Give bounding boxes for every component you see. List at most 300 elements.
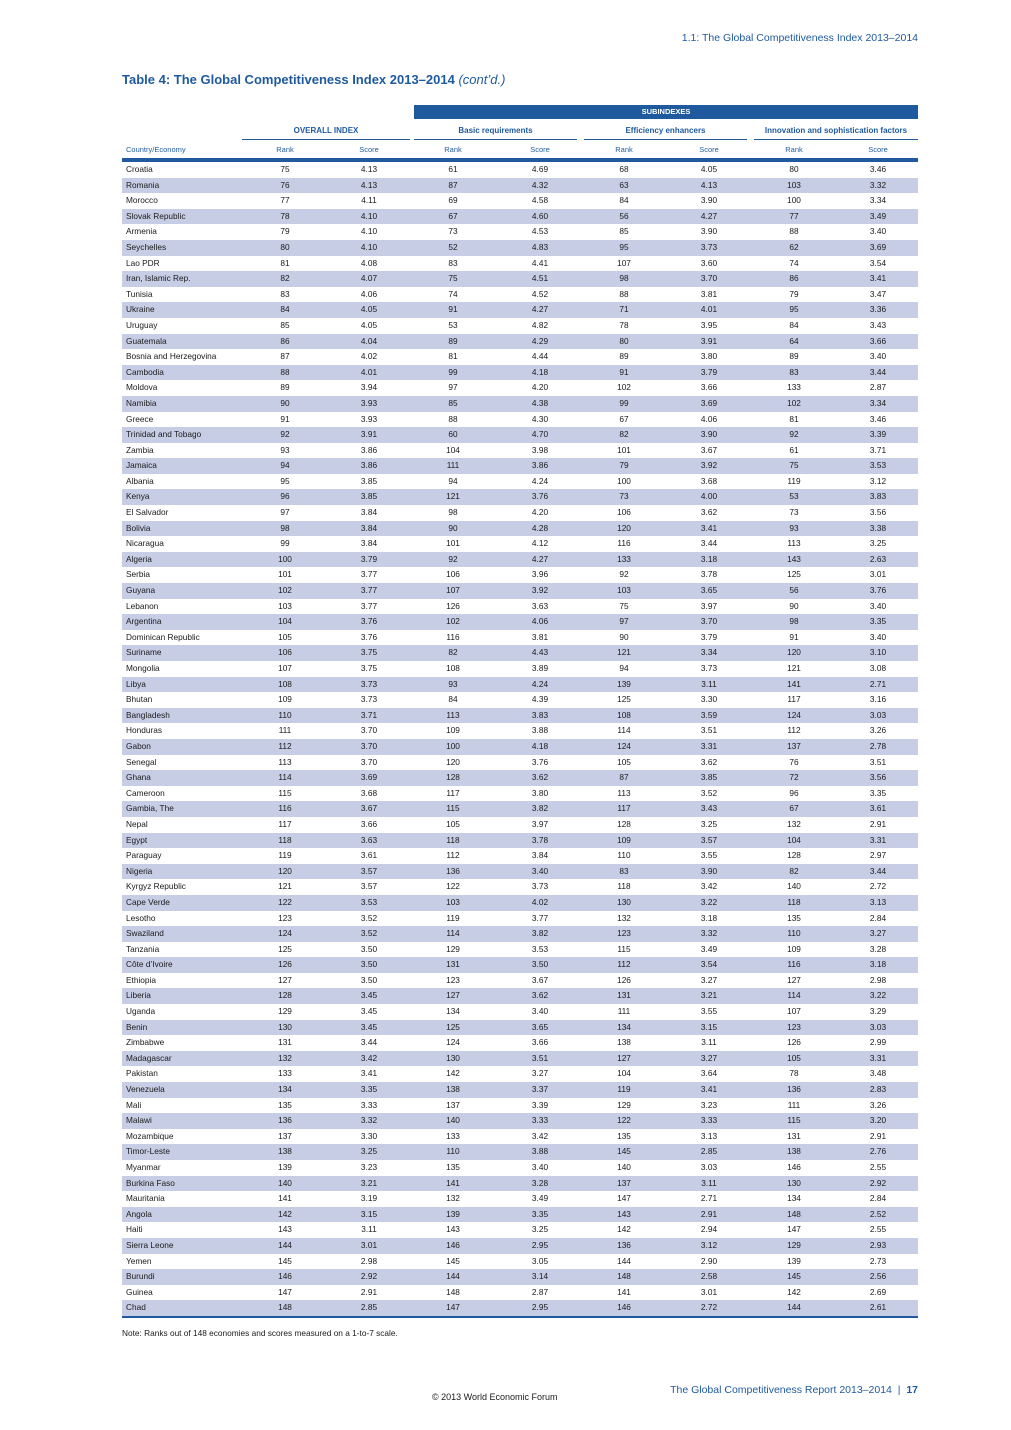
value-cell: 3.23 — [700, 1099, 718, 1110]
value-cell: 3.33 — [360, 1099, 378, 1110]
value-cell: 61 — [789, 444, 799, 455]
value-cell: 3.90 — [700, 226, 718, 237]
table-row — [122, 427, 918, 443]
value-cell: 100 — [617, 475, 631, 486]
value-cell: 88 — [280, 366, 290, 377]
value-cell: 84 — [448, 694, 458, 705]
value-cell: 107 — [617, 257, 631, 268]
country-cell: Bolivia — [126, 522, 151, 533]
value-cell: 131 — [278, 1037, 292, 1048]
country-cell: Greece — [126, 413, 154, 424]
value-cell: 83 — [789, 366, 799, 377]
value-cell: 3.67 — [531, 974, 549, 985]
value-cell: 74 — [789, 257, 799, 268]
value-cell: 3.76 — [531, 491, 549, 502]
value-cell: 134 — [446, 1006, 460, 1017]
value-cell: 3.16 — [869, 694, 887, 705]
value-cell: 125 — [446, 1021, 460, 1032]
value-cell: 147 — [617, 1193, 631, 1204]
value-cell: 3.01 — [360, 1239, 378, 1250]
value-cell: 98 — [448, 507, 458, 518]
value-cell: 2.52 — [869, 1208, 887, 1219]
value-cell: 103 — [617, 585, 631, 596]
copyright: © 2013 World Economic Forum — [432, 1392, 558, 1402]
value-cell: 105 — [787, 1052, 801, 1063]
table-row — [122, 1300, 918, 1316]
value-cell: 3.11 — [701, 1037, 717, 1048]
value-cell: 145 — [278, 1255, 292, 1266]
value-cell: 3.80 — [700, 351, 718, 362]
table-row — [122, 271, 918, 287]
value-cell: 104 — [617, 1068, 631, 1079]
value-cell: 136 — [446, 865, 460, 876]
value-cell: 2.61 — [869, 1302, 887, 1313]
value-cell: 3.13 — [869, 896, 887, 907]
value-cell: 4.12 — [531, 538, 549, 549]
value-cell: 102 — [278, 585, 292, 596]
value-cell: 88 — [789, 226, 799, 237]
value-cell: 4.58 — [531, 195, 549, 206]
value-cell: 3.35 — [869, 616, 887, 627]
value-cell: 3.60 — [700, 257, 718, 268]
country-cell: Lebanon — [126, 600, 159, 611]
value-cell: 3.76 — [360, 631, 378, 642]
value-cell: 113 — [787, 538, 801, 549]
value-cell: 3.42 — [360, 1052, 378, 1063]
value-cell: 2.87 — [531, 1286, 549, 1297]
value-cell: 3.78 — [531, 834, 549, 845]
country-cell: Côte d’Ivoire — [126, 959, 173, 970]
value-cell: 90 — [789, 600, 799, 611]
table-row — [122, 1098, 918, 1114]
col-header-innovation-score: Score — [868, 145, 888, 154]
table-row — [122, 1269, 918, 1285]
value-cell: 3.51 — [869, 756, 887, 767]
table-note: Note: Ranks out of 148 economies and scores measured on a 1-to-7 scale. — [122, 1328, 398, 1338]
value-cell: 3.92 — [531, 585, 549, 596]
country-cell: Nigeria — [126, 865, 153, 876]
value-cell: 128 — [617, 818, 631, 829]
value-cell: 141 — [617, 1286, 631, 1297]
value-cell: 3.19 — [360, 1193, 378, 1204]
value-cell: 78 — [619, 319, 629, 330]
value-cell: 84 — [280, 304, 290, 315]
table-row — [122, 380, 918, 396]
value-cell: 3.63 — [531, 600, 549, 611]
value-cell: 2.76 — [869, 1146, 887, 1157]
country-cell: Slovak Republic — [126, 210, 186, 221]
value-cell: 3.27 — [869, 928, 887, 939]
value-cell: 121 — [617, 647, 631, 658]
value-cell: 4.82 — [531, 319, 549, 330]
value-cell: 3.71 — [869, 444, 887, 455]
value-cell: 120 — [787, 647, 801, 658]
value-cell: 3.59 — [700, 709, 718, 720]
value-cell: 105 — [446, 818, 460, 829]
value-cell: 3.34 — [869, 397, 887, 408]
value-cell: 120 — [446, 756, 460, 767]
value-cell: 130 — [787, 1177, 801, 1188]
table-row — [122, 1129, 918, 1145]
value-cell: 3.56 — [869, 772, 887, 783]
value-cell: 137 — [787, 740, 801, 751]
value-cell: 3.76 — [360, 616, 378, 627]
value-cell: 138 — [787, 1146, 801, 1157]
table-row — [122, 412, 918, 428]
value-cell: 3.86 — [360, 460, 378, 471]
value-cell: 125 — [278, 943, 292, 954]
value-cell: 3.18 — [700, 553, 718, 564]
value-cell: 112 — [617, 959, 631, 970]
value-cell: 3.52 — [700, 787, 718, 798]
value-cell: 3.35 — [360, 1084, 378, 1095]
value-cell: 112 — [278, 740, 292, 751]
value-cell: 147 — [787, 1224, 801, 1235]
value-cell: 4.02 — [531, 896, 549, 907]
value-cell: 115 — [278, 787, 292, 798]
country-cell: Burkina Faso — [126, 1177, 175, 1188]
value-cell: 137 — [446, 1099, 460, 1110]
country-cell: Guyana — [126, 585, 156, 596]
table-row — [122, 599, 918, 615]
value-cell: 3.70 — [360, 740, 378, 751]
country-cell: Suriname — [126, 647, 162, 658]
value-cell: 85 — [619, 226, 629, 237]
table-row — [122, 1144, 918, 1160]
value-cell: 3.33 — [531, 1115, 549, 1126]
value-cell: 97 — [619, 616, 629, 627]
country-cell: Myanmar — [126, 1162, 161, 1172]
value-cell: 52 — [448, 241, 458, 252]
value-cell: 3.77 — [360, 600, 378, 611]
value-cell: 141 — [446, 1177, 460, 1188]
country-cell: Jamaica — [126, 460, 157, 471]
value-cell: 3.61 — [869, 803, 887, 814]
value-cell: 3.78 — [700, 569, 718, 580]
country-cell: Madagascar — [126, 1052, 172, 1063]
table-row — [122, 1191, 918, 1207]
value-cell: 2.73 — [869, 1255, 887, 1266]
value-cell: 132 — [787, 818, 801, 829]
value-cell: 3.39 — [531, 1099, 549, 1110]
value-cell: 144 — [787, 1302, 801, 1313]
country-cell: El Salvador — [126, 507, 169, 518]
table-row — [122, 583, 918, 599]
value-cell: 93 — [448, 678, 458, 689]
value-cell: 3.34 — [869, 195, 887, 206]
country-cell: Gabon — [126, 740, 151, 751]
table-row — [122, 1222, 918, 1238]
value-cell: 3.31 — [869, 834, 887, 845]
value-cell: 87 — [619, 772, 629, 783]
value-cell: 99 — [619, 397, 629, 408]
country-cell: Kenya — [126, 491, 150, 502]
value-cell: 84 — [789, 319, 799, 330]
value-cell: 3.30 — [700, 694, 718, 705]
value-cell: 3.66 — [700, 382, 718, 393]
value-cell: 4.38 — [531, 397, 549, 408]
value-cell: 143 — [278, 1224, 292, 1235]
value-cell: 2.55 — [869, 1224, 887, 1235]
value-cell: 3.76 — [531, 756, 549, 767]
value-cell: 116 — [446, 631, 460, 642]
value-cell: 3.26 — [869, 725, 887, 736]
value-cell: 144 — [446, 1271, 460, 1282]
country-cell: Gambia, The — [126, 803, 174, 814]
value-cell: 111 — [787, 1099, 801, 1110]
table-row — [122, 770, 918, 786]
country-cell: Bangladesh — [126, 709, 170, 720]
value-cell: 3.31 — [869, 1052, 887, 1063]
value-cell: 3.40 — [869, 226, 887, 237]
value-cell: 4.27 — [700, 210, 718, 221]
value-cell: 3.89 — [531, 663, 549, 673]
value-cell: 98 — [789, 616, 799, 627]
country-cell: Sierra Leone — [126, 1239, 174, 1250]
value-cell: 4.70 — [531, 429, 549, 440]
value-cell: 2.90 — [700, 1255, 718, 1266]
value-cell: 105 — [278, 631, 292, 642]
value-cell: 3.32 — [869, 179, 887, 190]
country-cell: Libya — [126, 678, 146, 689]
table-row — [122, 474, 918, 490]
value-cell: 128 — [278, 990, 292, 1001]
value-cell: 3.50 — [360, 974, 378, 985]
page-footer — [670, 1384, 918, 1396]
value-cell: 103 — [278, 600, 292, 611]
country-cell: Benin — [126, 1021, 148, 1032]
value-cell: 3.50 — [531, 959, 549, 970]
value-cell: 147 — [446, 1302, 460, 1313]
value-cell: 75 — [280, 164, 290, 174]
col-header-basic-rank: Rank — [444, 145, 462, 154]
value-cell: 110 — [446, 1146, 460, 1157]
value-cell: 126 — [446, 600, 460, 611]
value-cell: 3.68 — [700, 475, 718, 486]
value-cell: 84 — [619, 195, 629, 206]
value-cell: 73 — [448, 226, 458, 237]
value-cell: 3.69 — [360, 772, 378, 783]
value-cell: 4.05 — [360, 319, 378, 330]
value-cell: 4.20 — [531, 507, 549, 518]
value-cell: 3.61 — [360, 850, 378, 861]
value-cell: 3.34 — [700, 647, 718, 658]
value-cell: 133 — [787, 382, 801, 393]
value-cell: 110 — [617, 850, 631, 861]
value-cell: 2.85 — [360, 1302, 378, 1313]
value-cell: 123 — [278, 912, 292, 923]
value-cell: 3.88 — [531, 725, 549, 736]
value-cell: 4.60 — [531, 210, 549, 221]
value-cell: 139 — [617, 678, 631, 689]
value-cell: 3.41 — [869, 273, 887, 284]
country-cell: Dominican Republic — [126, 631, 200, 642]
value-cell: 123 — [617, 928, 631, 939]
value-cell: 109 — [787, 943, 801, 954]
value-cell: 3.42 — [700, 881, 718, 892]
value-cell: 3.96 — [531, 569, 549, 580]
value-cell: 119 — [617, 1084, 631, 1095]
value-cell: 3.70 — [700, 616, 718, 627]
value-cell: 78 — [280, 210, 290, 221]
country-cell: Ghana — [126, 772, 151, 783]
value-cell: 68 — [619, 164, 629, 174]
country-cell: Croatia — [126, 164, 153, 174]
value-cell: 3.40 — [869, 631, 887, 642]
table-row — [122, 1254, 918, 1270]
value-cell: 83 — [619, 865, 629, 876]
value-cell: 2.87 — [869, 382, 887, 393]
value-cell: 4.43 — [531, 647, 549, 658]
value-cell: 3.35 — [869, 787, 887, 798]
value-cell: 2.69 — [869, 1286, 887, 1297]
table-row — [122, 489, 918, 505]
value-cell: 3.03 — [869, 709, 887, 720]
country-cell: Uruguay — [126, 319, 158, 330]
value-cell: 126 — [617, 974, 631, 985]
value-cell: 3.31 — [700, 740, 718, 751]
table-row — [122, 957, 918, 973]
value-cell: 146 — [278, 1271, 292, 1282]
value-cell: 4.30 — [531, 413, 549, 424]
value-cell: 3.57 — [360, 881, 378, 892]
value-cell: 118 — [787, 896, 801, 907]
value-cell: 3.71 — [360, 709, 378, 720]
value-cell: 3.62 — [700, 756, 718, 767]
value-cell: 145 — [787, 1271, 801, 1282]
value-cell: 101 — [446, 538, 460, 549]
value-cell: 3.43 — [869, 319, 887, 330]
value-cell: 137 — [617, 1177, 631, 1188]
value-cell: 3.83 — [531, 709, 549, 720]
country-cell: Morocco — [126, 195, 158, 206]
value-cell: 108 — [446, 663, 460, 673]
value-cell: 98 — [280, 522, 290, 533]
group-header-row — [122, 123, 918, 141]
value-cell: 112 — [446, 850, 460, 861]
value-cell: 136 — [617, 1239, 631, 1250]
value-cell: 134 — [787, 1193, 801, 1204]
country-cell: Tanzania — [126, 943, 160, 954]
running-head: 1.1: The Global Competitiveness Index 2013–2014 — [681, 32, 918, 44]
country-cell: Burundi — [126, 1271, 155, 1282]
value-cell: 111 — [446, 460, 460, 471]
value-cell: 134 — [617, 1021, 631, 1032]
country-cell: Bosnia and Herzegovina — [126, 351, 217, 362]
value-cell: 3.75 — [360, 663, 378, 673]
value-cell: 3.73 — [531, 881, 549, 892]
value-cell: 3.50 — [360, 959, 378, 970]
value-cell: 117 — [617, 803, 631, 814]
value-cell: 2.99 — [869, 1037, 887, 1048]
value-cell: 107 — [787, 1006, 801, 1017]
value-cell: 3.40 — [531, 865, 549, 876]
value-cell: 146 — [617, 1302, 631, 1313]
value-cell: 4.06 — [360, 288, 378, 299]
value-cell: 4.53 — [531, 226, 549, 237]
value-cell: 87 — [448, 179, 458, 190]
value-cell: 108 — [278, 678, 292, 689]
country-cell: Mauritania — [126, 1193, 165, 1204]
table-row — [122, 318, 918, 334]
country-cell: Ukraine — [126, 304, 155, 315]
value-cell: 83 — [280, 288, 290, 299]
table-body — [122, 162, 918, 1318]
table-row — [122, 365, 918, 381]
value-cell: 75 — [448, 273, 458, 284]
value-cell: 133 — [446, 1130, 460, 1141]
table-row — [122, 833, 918, 849]
value-cell: 4.44 — [531, 351, 549, 362]
value-cell: 101 — [617, 444, 631, 455]
value-cell: 139 — [446, 1208, 460, 1219]
value-cell: 3.29 — [869, 1006, 887, 1017]
col-header-overall-score: Score — [359, 145, 379, 154]
value-cell: 131 — [446, 959, 460, 970]
table-row — [122, 988, 918, 1004]
value-cell: 3.84 — [531, 850, 549, 861]
value-cell: 3.83 — [869, 491, 887, 502]
country-cell: Cambodia — [126, 366, 164, 377]
country-cell: Egypt — [126, 834, 148, 845]
value-cell: 127 — [446, 990, 460, 1001]
value-cell: 3.62 — [531, 990, 549, 1001]
col-header-country: Country/Economy — [126, 145, 186, 154]
value-cell: 3.26 — [869, 1099, 887, 1110]
table-row — [122, 1238, 918, 1254]
table-row — [122, 692, 918, 708]
value-cell: 4.39 — [531, 694, 549, 705]
value-cell: 4.28 — [531, 522, 549, 533]
value-cell: 3.03 — [700, 1162, 718, 1172]
value-cell: 3.22 — [700, 896, 718, 907]
table-row — [122, 334, 918, 350]
value-cell: 121 — [446, 491, 460, 502]
value-cell: 3.44 — [700, 538, 718, 549]
value-cell: 122 — [446, 881, 460, 892]
country-cell: Paraguay — [126, 850, 162, 861]
table-row — [122, 536, 918, 552]
table-row — [122, 755, 918, 771]
table-row — [122, 614, 918, 630]
value-cell: 67 — [789, 803, 799, 814]
value-cell: 3.46 — [869, 164, 887, 174]
value-cell: 97 — [448, 382, 458, 393]
country-cell: Nicaragua — [126, 538, 164, 549]
value-cell: 3.12 — [869, 475, 887, 486]
value-cell: 115 — [787, 1115, 801, 1126]
value-cell: 142 — [787, 1286, 801, 1297]
value-cell: 3.40 — [531, 1162, 549, 1172]
value-cell: 3.23 — [360, 1162, 378, 1172]
value-cell: 125 — [617, 694, 631, 705]
table-row — [122, 458, 918, 474]
value-cell: 4.07 — [360, 273, 378, 284]
value-cell: 3.18 — [700, 912, 718, 923]
value-cell: 100 — [787, 195, 801, 206]
value-cell: 3.11 — [361, 1224, 377, 1235]
table-row — [122, 630, 918, 646]
footer-report-title: The Global Competitiveness Report 2013–2014 — [670, 1384, 892, 1396]
value-cell: 4.05 — [700, 164, 718, 174]
value-cell: 3.69 — [700, 397, 718, 408]
table-row — [122, 661, 918, 677]
value-cell: 2.85 — [700, 1146, 718, 1157]
table-row — [122, 396, 918, 412]
value-cell: 89 — [789, 351, 799, 362]
value-cell: 122 — [278, 896, 292, 907]
table-row — [122, 801, 918, 817]
